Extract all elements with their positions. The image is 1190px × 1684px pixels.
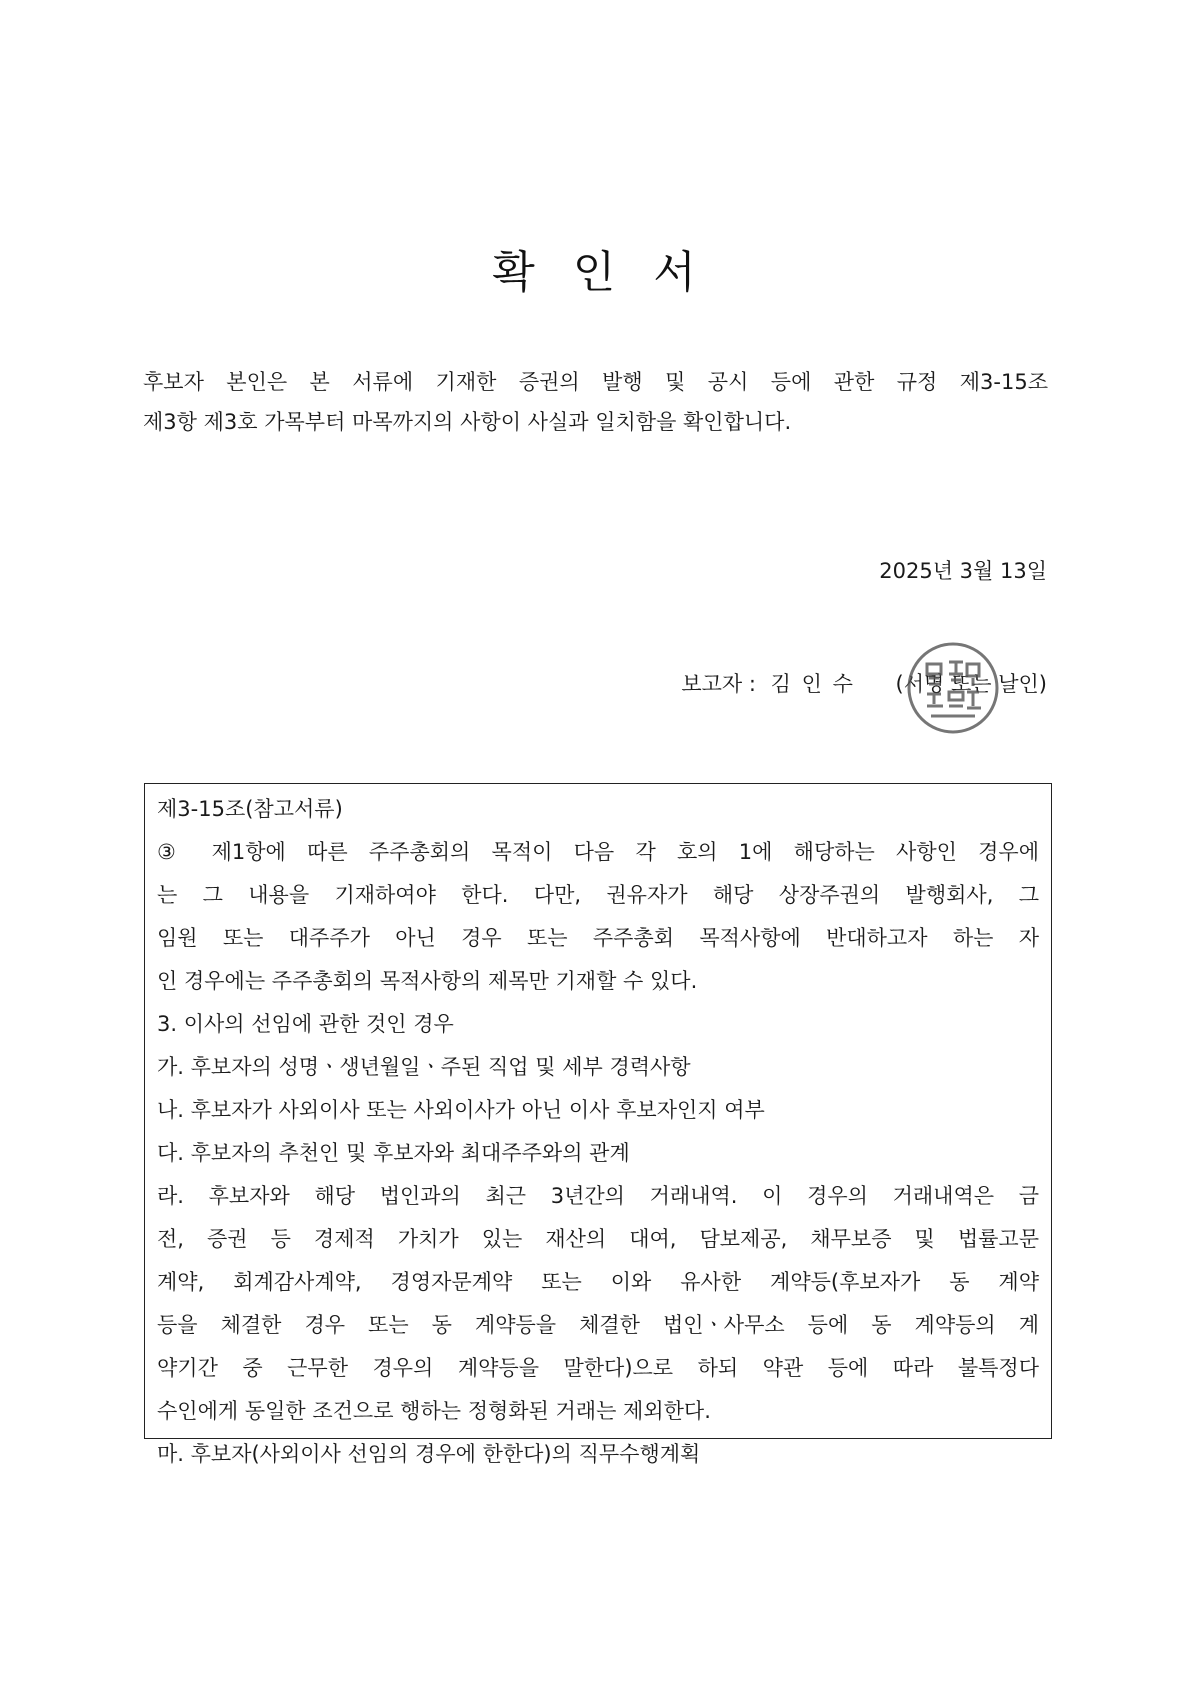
signer-line (681, 668, 1047, 698)
regulation-line: 등을 체결한 경우 또는 동 계약등을 체결한 법인ㆍ사무소 등에 동 계약등의 계 (157, 1313, 1039, 1337)
sign-note: (서명 또는 날인) (895, 672, 1047, 696)
statement-line: 제3항 제3호 가목부터 마목까지의 사항이 사실과 일치함을 확인합니다. (143, 410, 792, 434)
regulation-line: 전, 증권 등 경제적 가치가 있는 재산의 대여, 담보제공, 채무보증 및 법률고문 (157, 1227, 1039, 1251)
regulation-line: ③ 제1항에 따른 주주총회의 목적이 다음 각 호의 1에 해당하는 사항인 경우에 (157, 840, 1039, 864)
regulation-heading: 제3-15조(참고서류) (157, 797, 343, 821)
regulation-line: 수인에게 동일한 조건으로 행하는 정형화된 거래는 제외한다. (157, 1399, 711, 1423)
regulation-line: 마. 후보자(사외이사 선임의 경우에 한한다)의 직무수행계획 (157, 1442, 701, 1466)
title-char: 서 (653, 247, 698, 298)
regulation-line: 임원 또는 대주주가 아닌 경우 또는 주주총회 목적사항에 반대하고자 하는 자 (157, 926, 1039, 950)
signer-name: 김 인 수 (770, 672, 855, 696)
document-date: 2025년 3월 13일 (879, 559, 1047, 583)
regulation-line: 라. 후보자와 해당 법인과의 최근 3년간의 거래내역. 이 경우의 거래내역은 금 (157, 1184, 1039, 1208)
signer-label: 보고자 : (681, 672, 756, 696)
statement-line: 후보자 본인은 본 서류에 기재한 증권의 발행 및 공시 등에 관한 규정 제3-15조 (143, 370, 1048, 394)
page-title (0, 236, 1190, 300)
regulation-line: 는 그 내용을 기재하여야 한다. 다만, 권유자가 해당 상장주권의 발행회사, 그 (157, 883, 1039, 907)
regulation-reference-box (144, 783, 1052, 1466)
regulation-line: 나. 후보자가 사외이사 또는 사외이사가 아닌 이사 후보자인지 여부 (157, 1098, 765, 1122)
regulation-line: 다. 후보자의 추천인 및 후보자와 최대주주와의 관계 (157, 1141, 630, 1165)
regulation-line: 3. 이사의 선임에 관한 것인 경우 (157, 1012, 454, 1036)
title-char: 인 (572, 247, 618, 298)
regulation-line: 계약, 회계감사계약, 경영자문계약 또는 이와 유사한 계약등(후보자가 동 계약 (157, 1270, 1039, 1294)
regulation-line: 인 경우에는 주주총회의 목적사항의 제목만 기재할 수 있다. (157, 969, 698, 993)
regulation-line: 약기간 중 근무한 경우의 계약등을 말한다)으로 하되 약관 등에 따라 불특정다 (157, 1356, 1039, 1380)
confirmation-statement (143, 362, 1048, 442)
regulation-line: 가. 후보자의 성명ㆍ생년월일ㆍ주된 직업 및 세부 경력사항 (157, 1055, 691, 1079)
title-char: 확 (492, 247, 537, 298)
